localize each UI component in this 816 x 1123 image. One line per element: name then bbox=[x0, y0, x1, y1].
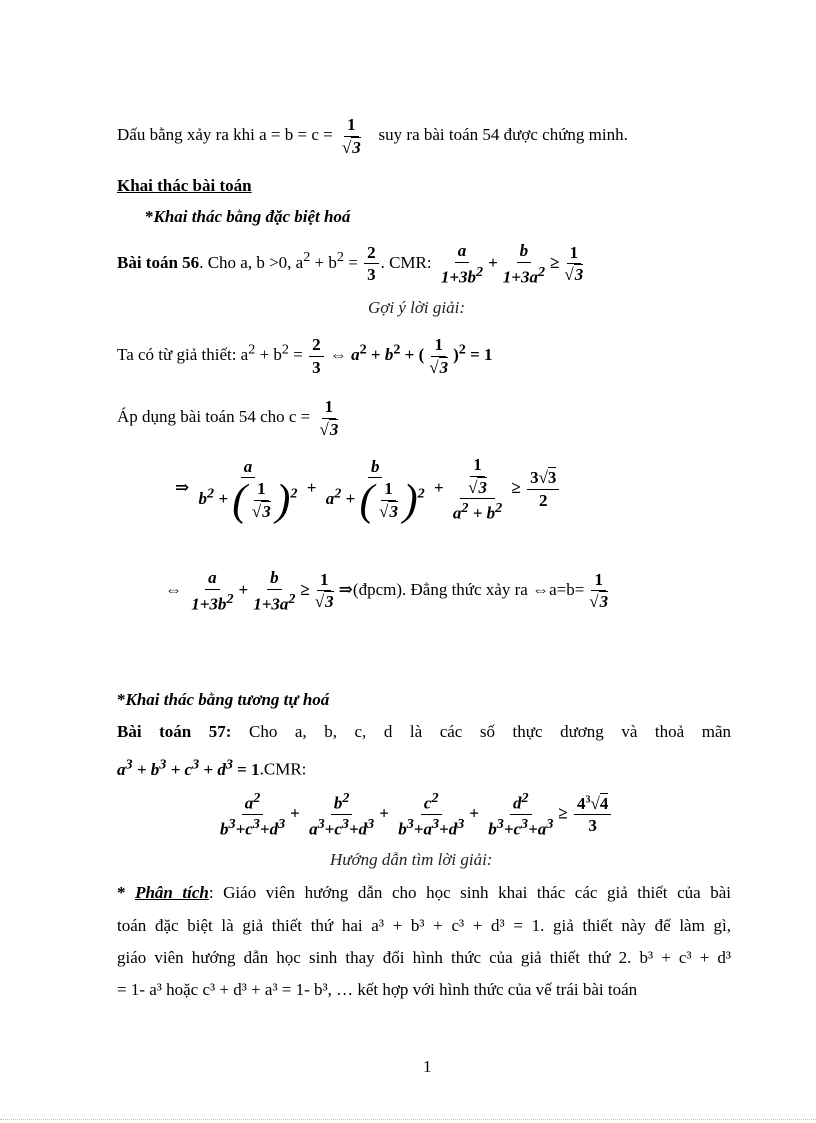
apply-line: Áp dụng bài toán 54 cho c = $\frac{1}{√3}$ bbox=[117, 397, 339, 439]
fraction-one-over-sqrt3: $\frac{1}{√3}$ bbox=[341, 115, 361, 157]
conclusion-line: ⇔ $\frac{a}{1+3b^2}$ + $\frac{b}{1+3a^2}$ ≥ $\frac{1}{√3}$ ⇒(đpcm). Đẳng thức xảy ra ⇔a=b= $\frac{1}{√3}$ bbox=[165, 568, 609, 614]
problem-56: Bài toán 56. Cho a, b >0, $a^2 + b^2$ = $\frac{2}{3}$ . CMR: $\frac{a}{1+3b^2}$ + $\frac{b}{1+3a^2}$ ≥ $\frac{1}{√3}$ bbox=[117, 241, 584, 287]
main-inequality: ⇒ a $b^2$ + ( $\frac{1}{√3}$ )$^2$ + b $a^2$ + ( $\frac{1}{√3}$ )$^2$ + $\frac{\frac{1}{√3}}{a^2 + b^2}$ ≥ $\frac{3√3}{2}$ bbox=[175, 455, 561, 523]
fraction-two-thirds: $\frac{2}{3}$ bbox=[364, 243, 379, 285]
analysis-line-4: = 1- a³ hoặc c³ + d³ + a³ = 1- b³, … kết hợp với hình thức của vế trái bài toán bbox=[117, 980, 638, 999]
analysis-line-3: giáo viên hướng dẫn học sinh thay đổi hình thức của giả thiết thứ 2. b³ + c³ + d³ bbox=[117, 948, 731, 967]
analysis-line-1: * Phân tích: Giáo viên hướng dẫn cho học sinh khai thác các giả thiết của bài bbox=[117, 883, 731, 902]
problem-57-condition: $a^3 + b^3 + c^3 + d^3 = 1.CMR$: bbox=[117, 756, 307, 779]
subsection-analogy: *Khai thác bằng tương tự hoá bbox=[117, 690, 330, 709]
hypothesis-line: Ta có từ giả thiết: $a^2 + b^2$ = $\frac{2}{3}$ ⇔ $a^2 + b^2$ + ( $\frac{1}{√3}$ )$^2$ = 1 bbox=[117, 335, 493, 377]
analysis-line-2: toán đặc biệt là giả thiết thứ hai a³ + b³ + c³ + d³ = 1. giả thiết này để làm gì, bbox=[117, 916, 731, 935]
problem-57: Bài toán 57: Cho a, b, c, d là các số thực dương và thoả mãn bbox=[117, 722, 732, 741]
problem-57-inequality: $\frac{a^2}{b^3+c^3+d^3}$ + $\frac{b^2}{a^3+c^3+d^3}$ + $\frac{c^2}{b^3+a^3+d^3}$ + $\frac{d^2}{b^3+c^3+a^3}$ ≥ $\frac{4^3√4}{3}$ bbox=[215, 790, 613, 839]
equality-line: Dấu bằng xảy ra khi a = b = c = $\frac{1}{√3}$ suy ra bài toán 54 được chứng minh. bbox=[117, 115, 628, 157]
section-title: Khai thác bài toán bbox=[117, 176, 252, 195]
subsection-special: *Khai thác bằng đặc biệt hoá bbox=[145, 207, 351, 226]
guide-heading: Hướng dẫn tìm lời giải: bbox=[330, 850, 493, 869]
page-bottom-border bbox=[0, 1119, 816, 1120]
page-number: 1 bbox=[423, 1057, 432, 1076]
solution-hint-heading: Gợi ý lời giải: bbox=[368, 298, 465, 317]
